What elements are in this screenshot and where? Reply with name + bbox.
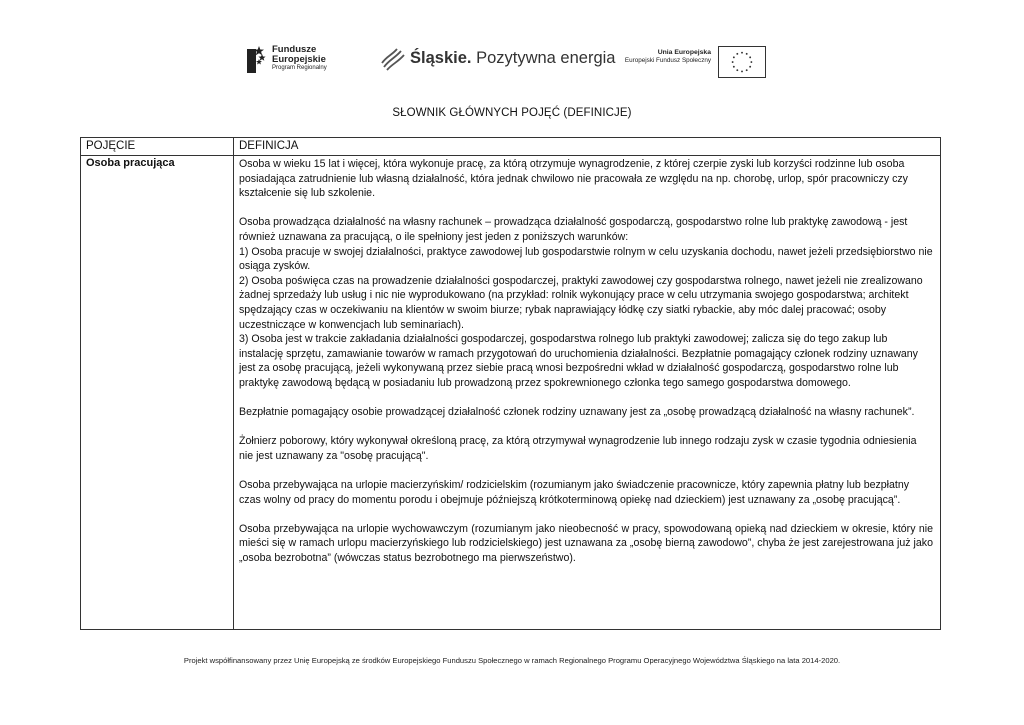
definition-paragraph: Osoba przebywająca na urlopie wychowawczym (rozumianym jako nieobecność w pracy, spowodowaną opieką nad dzieckiem w okresie, który nie mieści się w ramach urlopu macierzyńskiego lub rodzicielskiego) jest uznawana za „osobę bierną zawodowo”, chyba że jest zarejestrowana już jako „osoba bezrobotna” (wówczas status bezrobotnego ma pierwszeństwo). bbox=[239, 522, 933, 565]
footer-note: Projekt współfinansowany przez Unię Europejską ze środków Europejskiego Funduszu Społecznego w ramach Regionalnego Programu Operacyjnego Województwa Śląskiego na lata 2014-2020. bbox=[183, 656, 841, 665]
term-cell: Osoba pracująca bbox=[86, 157, 175, 169]
eu-logo bbox=[624, 44, 766, 78]
glossary-table bbox=[80, 137, 941, 630]
slaskie-wave-icon bbox=[380, 46, 406, 72]
slaskie-logo bbox=[380, 46, 616, 74]
condition-1: 1) Osoba pracuje w swojej działalności, praktyce zawodowej lub gospodarstwie rolnym w celu uzyskania dochodu, nawet jeżeli przedsiębiorstwo nie osiąga zysków. bbox=[239, 245, 933, 273]
definition-paragraph: Żołnierz poborowy, który wykonywał określoną pracę, za którą otrzymywał wynagrodzenie lub innego rodzaju zysk w czasie tygodnia odniesienia nie jest uznawany za "osobę pracującą". bbox=[239, 435, 917, 462]
eu-logo-line1: Unia Europejska bbox=[657, 49, 711, 56]
header-row-divider bbox=[81, 155, 940, 156]
eu-flag-icon bbox=[718, 46, 766, 78]
eu-logo-line2: Europejski Fundusz Społeczny bbox=[624, 57, 711, 64]
definition-paragraph: Osoba przebywająca na urlopie macierzyńskim/ rodzicielskim (rozumianym jako świadczenie pracownicze, który zapewnia płatny lub bezpłatny czas wolny od pracy do momentu porodu i obejmuje późniejszą krótkoterminową opiekę nad dzieckiem) jest uznawany za „osobę pracującą”. bbox=[239, 479, 910, 506]
fe-logo-line2: Europejskie bbox=[272, 53, 326, 65]
column-header-definition: DEFINICJA bbox=[239, 140, 299, 152]
conditions-intro: Osoba prowadząca działalność na własny rachunek – prowadząca działalność gospodarczą, gospodarstwo rolne lub praktykę zawodową - jest również uznawana za pracującą, o ile spełniony jest jeden z poniższych warunków: bbox=[239, 216, 908, 243]
fe-logo-line1: Fundusze bbox=[272, 44, 317, 55]
slaskie-brand: Śląskie. bbox=[410, 49, 472, 67]
definition-paragraph: Osoba w wieku 15 lat i więcej, która wykonuje pracę, za którą otrzymuje wynagrodzenie, z której czerpie zyski lub korzyści rodzinne lub osoba posiadająca zatrudnienie lub własną działalność, która jednak chwilowo nie pracowała ze względu na np. chorobę, urlop, spór pracowniczy czy kształcenie się lub szkolenie. bbox=[239, 158, 908, 200]
definition-cell bbox=[239, 157, 933, 566]
column-divider bbox=[233, 138, 234, 629]
condition-2: 2) Osoba poświęca czas na prowadzenie działalności gospodarczej, praktyki zawodowej czy gospodarstwa rolnego, nawet jeżeli nie zrealizowano żadnej sprzedaży lub usług i nic nie wyprodukowano (na przykład: rolnik wykonujący prace w celu utrzymania swojego gospodarstwa; architekt spędzający czas w oczekiwaniu na klientów w swoim biurze; rybak naprawiający łódkę czy siatki rybackie, aby móc dalej pracować; osoby uczestniczące w konwencjach lub seminariach). bbox=[239, 274, 923, 331]
fe-logo-line3: Program Regionalny bbox=[272, 65, 327, 71]
condition-3: 3) Osoba jest w trakcie zakładania działalności gospodarczej, gospodarstwa rolnego lub praktyki zawodowej; zalicza się do tego zakup lub instalację sprzętu, zamawianie towarów w ramach przygotowań do uruchomienia działalności. Bezpłatnie pomagający członek rodziny uznawany jest za osobę pracującą, jeżeli wykonywaną przez siebie pracą wnosi bezpośredni wkład w działalność gospodarczą, gospodarstwo rolne lub praktykę zawodową będącą w posiadaniu lub prowadzoną przez spokrewnionego członka tego samego gospodarstwa domowego. bbox=[239, 333, 918, 389]
definition-paragraph: Bezpłatnie pomagający osobie prowadzącej działalność członek rodziny uznawany jest za „osobę prowadzącą działalność na własny rachunek”. bbox=[239, 406, 915, 419]
header-logos bbox=[0, 40, 1024, 80]
slaskie-tagline: Pozytywna energia bbox=[476, 49, 616, 67]
column-header-term: POJĘCIE bbox=[86, 140, 136, 152]
definition-paragraph-conditions bbox=[239, 215, 933, 390]
fundusze-europejskie-star-icon bbox=[246, 44, 268, 74]
document-title: SŁOWNIK GŁÓWNYCH POJĘĆ (DEFINICJE) bbox=[392, 107, 632, 119]
fundusze-europejskie-logo bbox=[246, 44, 346, 78]
